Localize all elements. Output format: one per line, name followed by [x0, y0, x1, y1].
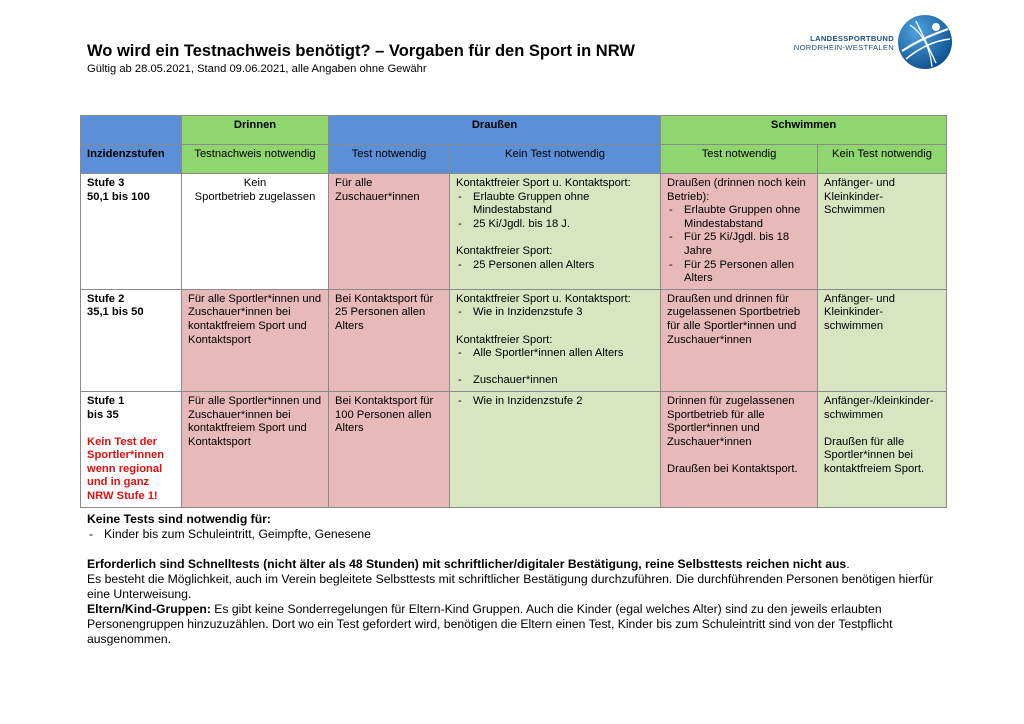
stufe-3-schwimmen-test-heading: Draußen (drinnen noch kein Betrieb): [667, 177, 806, 203]
eltern-text: Es gibt keine Sonderregelungen für Eltern-Kind Gruppen. Auch die Kinder (egal welches Alter) sind zu den jeweils erlaubten Personengruppen hinzuzuzählen. Dort wo ein Test gefordert wird, benötigen die Eltern einen Test, Kinder bis zum Schuleintritt sind von der Testpflicht ausgenommen. [87, 602, 893, 646]
stufe-3-schwimmen-test-list [667, 204, 811, 286]
test-requirements-table [80, 115, 947, 508]
spacer [456, 320, 654, 334]
header-drinnen: Drinnen [182, 116, 329, 145]
stufe-2-draussen-kein-test [450, 289, 661, 391]
schnelltest-text: Es besteht die Möglichkeit, auch im Verein begleitete Selbsttests mit schriftlicher Bestätigung durchzuführen. Die durchführenden Personen benötigen hierfür eine Unterweisung. [87, 572, 934, 601]
list-item: - Alle Sportler*innen allen Alters [456, 347, 654, 361]
eltern-paragraph [87, 602, 947, 647]
stufe-3-range: 50,1 bis 100 [87, 190, 150, 203]
page-subtitle: Gültig ab 28.05.2021, Stand 09.06.2021, alle Angaben ohne Gewähr [87, 63, 427, 75]
spacer [87, 542, 947, 557]
list-item: - Erlaubte Gruppen ohne Mindestabstand [456, 191, 654, 218]
stufe-1-title: Stufe 1 [87, 394, 125, 407]
stufe-3-draussen-kein-heading-a: Kontaktfreier Sport u. Kontaktsport: [456, 177, 631, 189]
list-item: - Erlaubte Gruppen ohne Mindestabstand [667, 204, 811, 231]
table-sub-header-row [81, 145, 947, 174]
stufe-3-drinnen-line-1: Kein [243, 177, 267, 189]
stufe-2-draussen-test: Bei Kontaktsport für 25 Personen allen Alters [329, 289, 450, 391]
stufe-1-range: bis 35 [87, 408, 119, 421]
stufe-2-range: 35,1 bis 50 [87, 306, 144, 319]
logo-line-1: LANDESSPORTBUND [810, 34, 894, 43]
page-title: Wo wird ein Testnachweis benötigt? – Vorgaben für den Sport in NRW [87, 42, 635, 60]
stufe-2-label [81, 289, 182, 391]
stufe-3-draussen-test: Für alle Zuschauer*innen [329, 174, 450, 290]
spacer [667, 449, 811, 463]
eltern-bold: Eltern/Kind-Gruppen: [87, 602, 211, 616]
list-item: - 25 Personen allen Alters [456, 259, 654, 273]
list-item: - Wie in Inzidenzstufe 2 [456, 395, 654, 409]
header-inzidenzstufen: Inzidenzstufen [81, 145, 182, 174]
spacer [87, 422, 175, 436]
schnelltest-bold: Erforderlich sind Schnelltests (nicht älter als 48 Stunden) mit schriftlicher/digitaler Bestätigung, reine Selbsttests reichen nicht aus [87, 557, 847, 571]
list-item: - Für 25 Ki/Jgdl. bis 18 Jahre [667, 231, 811, 258]
header-schwimmen: Schwimmen [661, 116, 947, 145]
table-row-stufe-1 [81, 391, 947, 507]
header-drinnen-test: Testnachweis notwendig [182, 145, 329, 174]
stufe-1-schwimmen-kein-b: Draußen für alle Sportler*innen bei kontaktfreiem Sport. [824, 435, 925, 475]
notes-section [87, 512, 947, 647]
stufe-2-drinnen: Für alle Sportler*innen und Zuschauer*innen bei kontaktfreiem Sport und Kontaktsport [182, 289, 329, 391]
stufe-2-schwimmen-kein-test: Anfänger- und Kleinkinder-schwimmen [818, 289, 947, 391]
header-draussen-kein-test: Kein Test notwendig [450, 145, 661, 174]
table-row-stufe-3 [81, 174, 947, 290]
stufe-1-draussen-test: Bei Kontaktsport für 100 Personen allen Alters [329, 391, 450, 507]
stufe-2-draussen-kein-heading-a: Kontaktfreier Sport u. Kontaktsport: [456, 292, 631, 305]
stufe-2-title: Stufe 2 [87, 292, 125, 305]
stufe-1-label [81, 391, 182, 507]
stufe-2-draussen-kein-list-c [456, 374, 654, 388]
list-item: - 25 Ki/Jgdl. bis 18 J. [456, 218, 654, 232]
stufe-2-draussen-kein-list-a [456, 306, 654, 320]
table-group-header-row [81, 116, 947, 145]
table-row-stufe-2 [81, 289, 947, 391]
stufe-1-draussen-kein-test [450, 391, 661, 507]
header-schwimmen-kein-test: Kein Test notwendig [818, 145, 947, 174]
stufe-3-draussen-kein-test [450, 174, 661, 290]
list-item: - Zuschauer*innen [456, 374, 654, 388]
stufe-3-schwimmen-test [661, 174, 818, 290]
list-item: - Für 25 Personen allen Alters [667, 259, 811, 286]
stufe-2-draussen-kein-heading-b: Kontaktfreier Sport: [456, 333, 553, 346]
header-draussen: Draußen [329, 116, 661, 145]
header-draussen-test: Test notwendig [329, 145, 450, 174]
keine-tests-heading: Keine Tests sind notwendig für: [87, 512, 271, 526]
spacer [456, 361, 654, 375]
stufe-1-schwimmen-test-b: Draußen bei Kontaktsport. [667, 462, 798, 475]
stufe-3-draussen-kein-heading-b: Kontaktfreier Sport: [456, 244, 553, 257]
stufe-2-draussen-kein-list-b [456, 347, 654, 361]
stufe-3-draussen-kein-list-a [456, 191, 654, 232]
list-item: - Wie in Inzidenzstufe 3 [456, 306, 654, 320]
stufe-1-schwimmen-kein-test [818, 391, 947, 507]
stufe-3-draussen-kein-list-b [456, 259, 654, 273]
spacer [824, 422, 940, 436]
logo-wordmark [794, 34, 894, 52]
header-corner [81, 116, 182, 145]
stufe-1-schwimmen-test-a: Drinnen für zugelassenen Sportbetrieb für alle Sportler*innen und Zuschauer*innen [667, 394, 795, 448]
stufe-3-label [81, 174, 182, 290]
stufe-1-drinnen: Für alle Sportler*innen und Zuschauer*innen bei kontaktfreiem Sport und Kontaktsport [182, 391, 329, 507]
stufe-3-drinnen [182, 174, 329, 290]
stufe-3-drinnen-line-2: Sportbetrieb zugelassen [194, 190, 316, 203]
stufe-1-note: Kein Test der Sportler*innen wenn regional und in ganz NRW Stufe 1! [87, 435, 165, 503]
schnelltest-paragraph [87, 557, 947, 572]
logo-line-2: NORDRHEIN-WESTFALEN [793, 43, 894, 52]
stufe-1-draussen-kein-list [456, 395, 654, 409]
landessportbund-logo-icon [896, 13, 954, 71]
stufe-1-schwimmen-test [661, 391, 818, 507]
schnelltest-period: . [846, 557, 850, 571]
header-schwimmen-test: Test notwendig [661, 145, 818, 174]
stufe-1-schwimmen-kein-a: Anfänger-/kleinkinder-schwimmen [824, 394, 934, 421]
stufe-3-schwimmen-kein-test: Anfänger- und Kleinkinder-Schwimmen [818, 174, 947, 290]
spacer [456, 231, 654, 245]
stufe-3-title: Stufe 3 [87, 177, 125, 189]
stufe-2-schwimmen-test: Draußen und drinnen für zugelassenen Sportbetrieb für alle Sportler*innen und Zuschauer*innen [661, 289, 818, 391]
keine-tests-item: - Kinder bis zum Schuleintritt, Geimpfte, Genesene [87, 527, 947, 542]
